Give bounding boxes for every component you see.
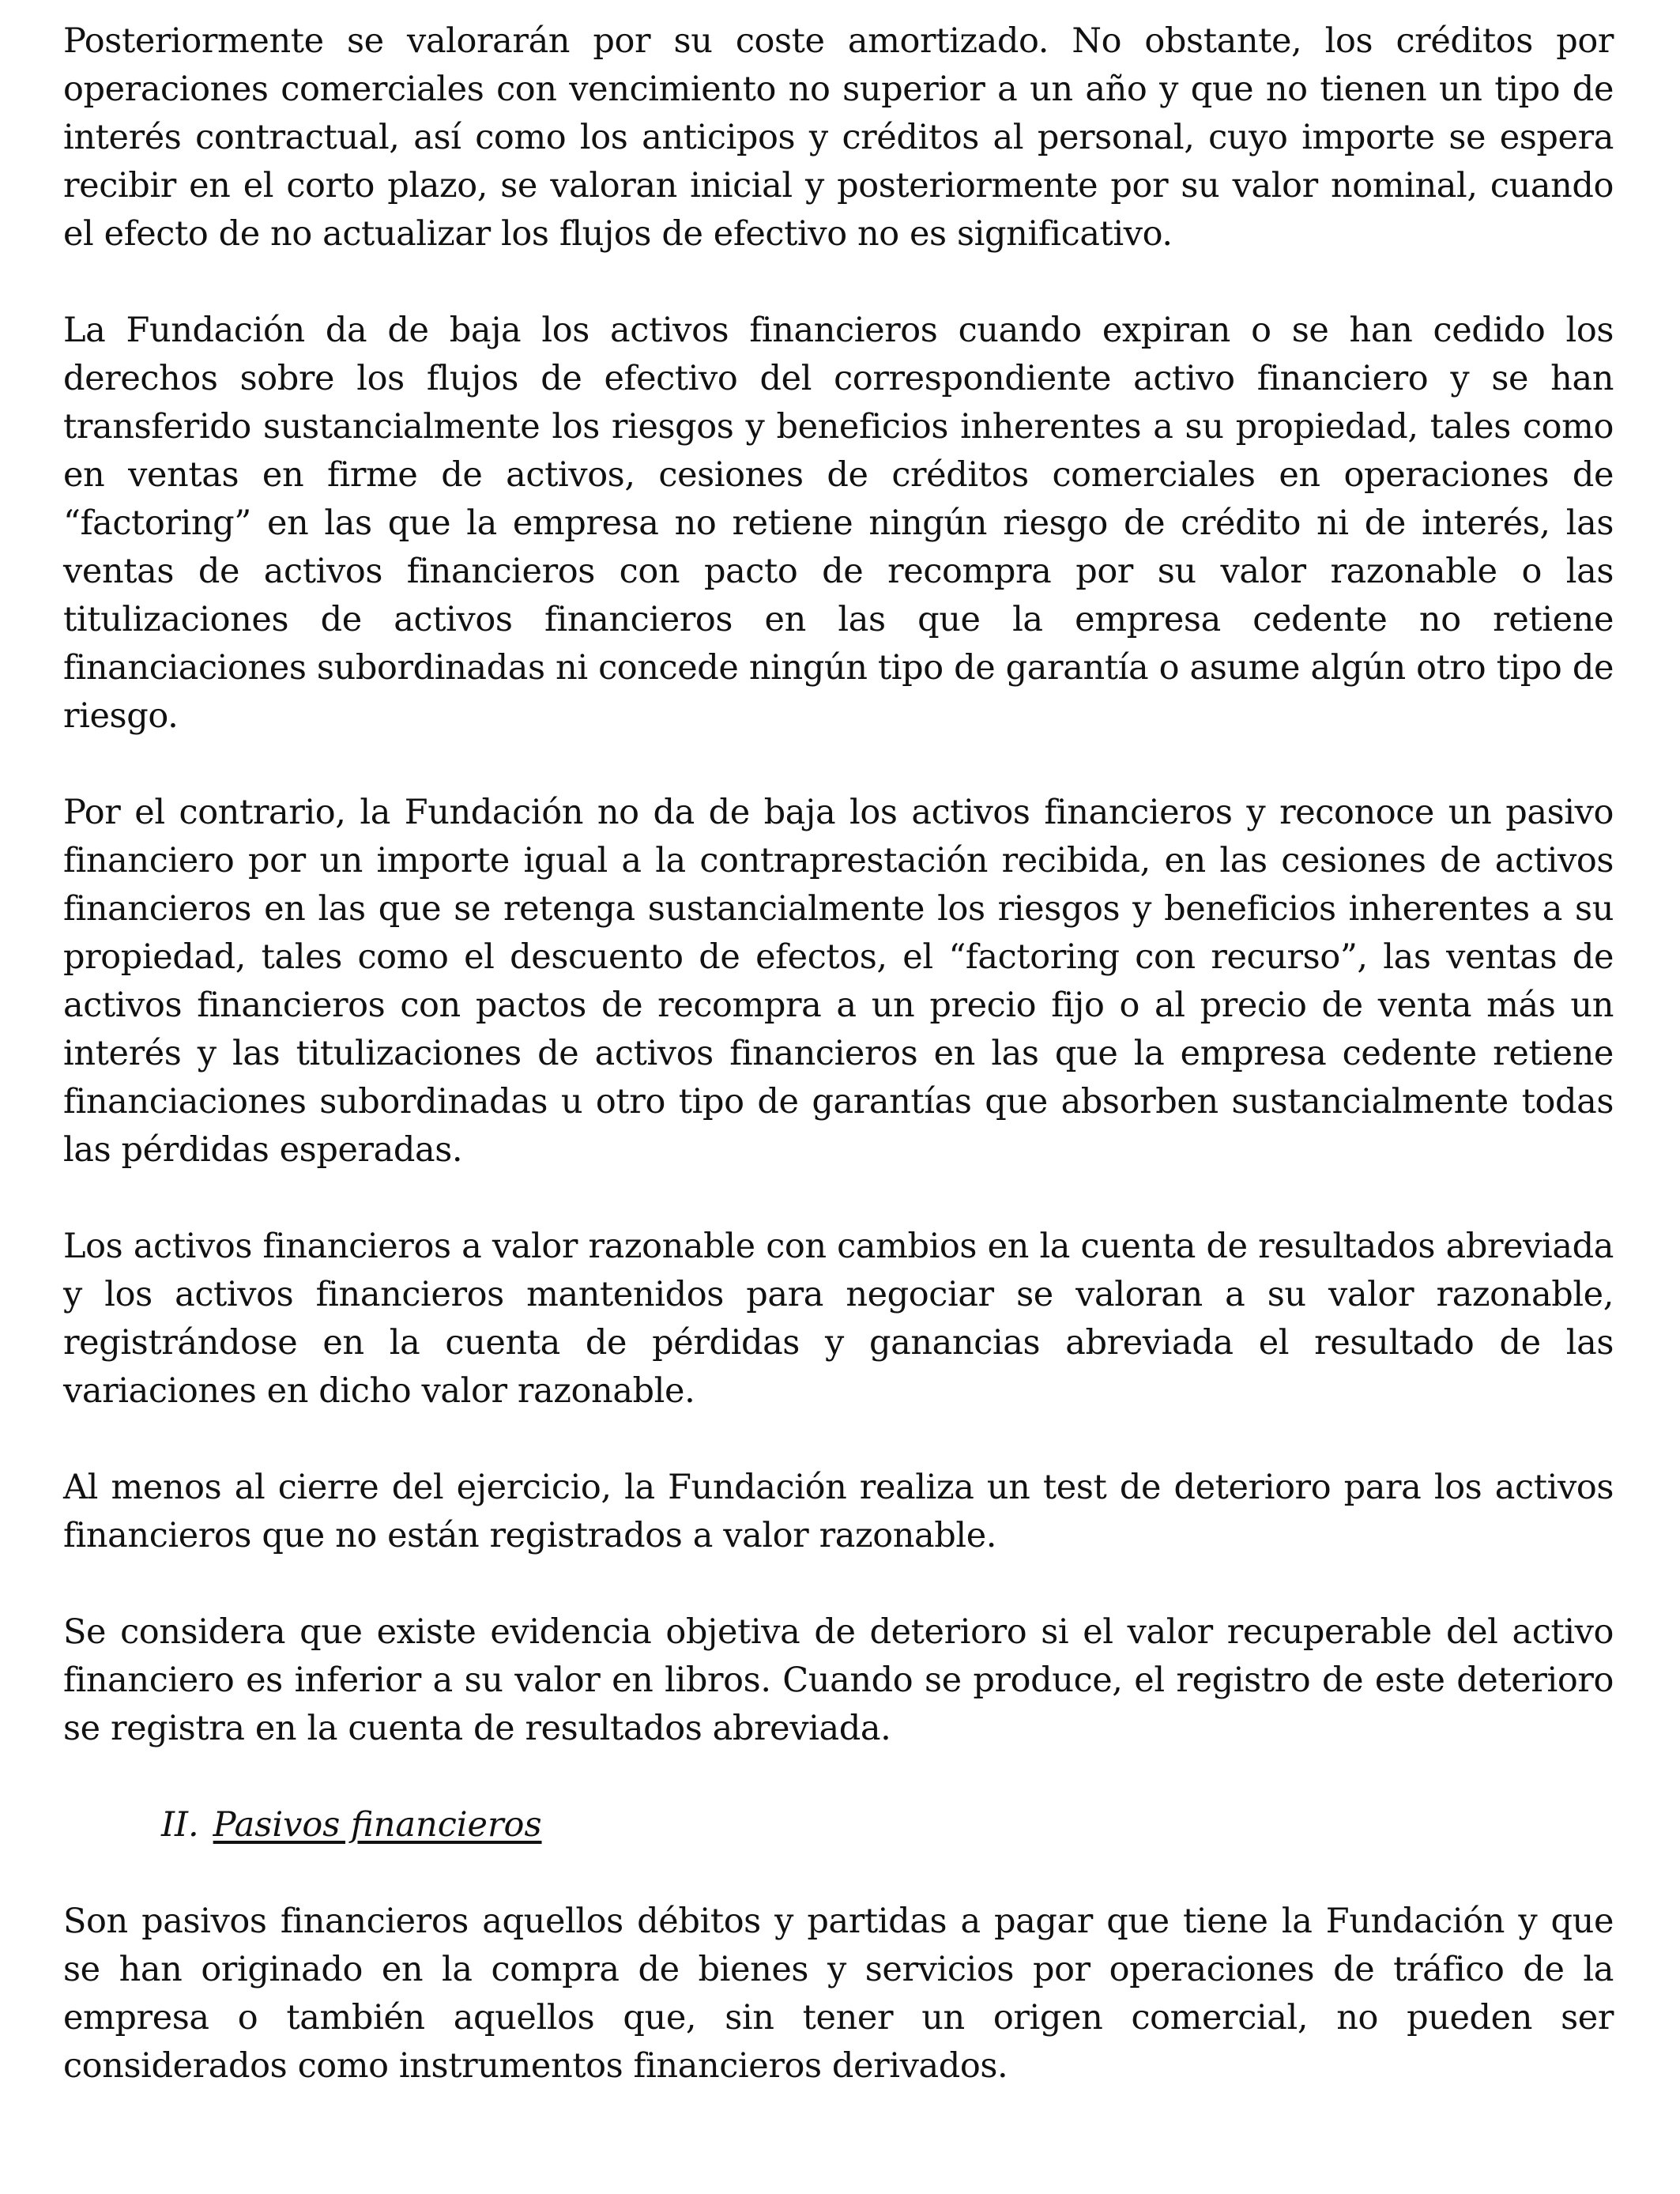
paragraph-impairment-test: Al menos al cierre del ejercicio, la Fundación realiza un test de deterioro para los activos financieros que no están registrados a valor razonable. bbox=[63, 1468, 1614, 1555]
paragraph-no-derecognition: Por el contrario, la Fundación no da de baja los activos financieros y reconoce un pasivo financiero por un importe igual a la contraprestación recibida, en las cesiones de activos financieros en las que se retenga sustancialmente los riesgos y beneficios inherentes a su propiedad, tales como el descuento de efectos, el “factoring con recurso”, las ventas de activos financieros con pactos de recompra a un precio fijo o al precio de venta más un interés y las titulizaciones de activos financieros en las que la empresa cedente retiene financiaciones subordinadas u otro tipo de garantías que absorben sustancialmente todas las pérdidas esperadas. bbox=[63, 793, 1614, 1170]
paragraph-fair-value: Los activos financieros a valor razonable con cambios en la cuenta de resultados abreviada y los activos financieros mantenidos para negociar se valoran a su valor razonable, registrándose en la cuenta de pérdidas y ganancias abreviada el resultado de las variaciones en dicho valor razonable. bbox=[63, 1227, 1614, 1411]
paragraph-amortized-cost: Posteriormente se valorarán por su coste amortizado. No obstante, los créditos por operaciones comerciales con vencimiento no superior a un año y que no tienen un tipo de interés contractual, así como los anticipos y créditos al personal, cuyo importe se espera recibir en el corto plazo, se valoran inicial y posteriormente por su valor nominal, cuando el efecto de no actualizar los flujos de efectivo no es significativo. bbox=[63, 21, 1614, 254]
paragraph-derecognition: La Fundación da de baja los activos financieros cuando expiran o se han cedido los derechos sobre los flujos de efectivo del correspondiente activo financiero y se han transferido sustancialmente los riesgos y beneficios inherentes a su propiedad, tales como en ventas en firme de activos, cesiones de créditos comerciales en operaciones de “factoring” en las que la empresa no retiene ningún riesgo de crédito ni de interés, las ventas de activos financieros con pacto de recompra por su valor razonable o las titulizaciones de activos financieros en las que la empresa cedente no retiene financiaciones subordinadas ni concede ningún tipo de garantía o asume algún otro tipo de riesgo. bbox=[63, 311, 1614, 736]
section-heading bbox=[63, 1801, 1614, 1849]
section-title: Pasivos financieros bbox=[213, 1805, 542, 1845]
section-number: II. bbox=[161, 1805, 199, 1845]
paragraph-impairment-evidence: Se considera que existe evidencia objetiva de deterioro si el valor recuperable del activo financiero es inferior a su valor en libros. Cuando se produce, el registro de este deterioro se registra en la cuenta de resultados abreviada. bbox=[63, 1612, 1614, 1748]
paragraph-financial-liabilities: Son pasivos financieros aquellos débitos y partidas a pagar que tiene la Fundación y que se han originado en la compra de bienes y servicios por operaciones de tráfico de la empresa o también aquellos que, sin tener un origen comercial, no pueden ser considerados como instrumentos financieros derivados. bbox=[63, 1902, 1614, 2086]
document-page bbox=[63, 17, 1614, 2139]
